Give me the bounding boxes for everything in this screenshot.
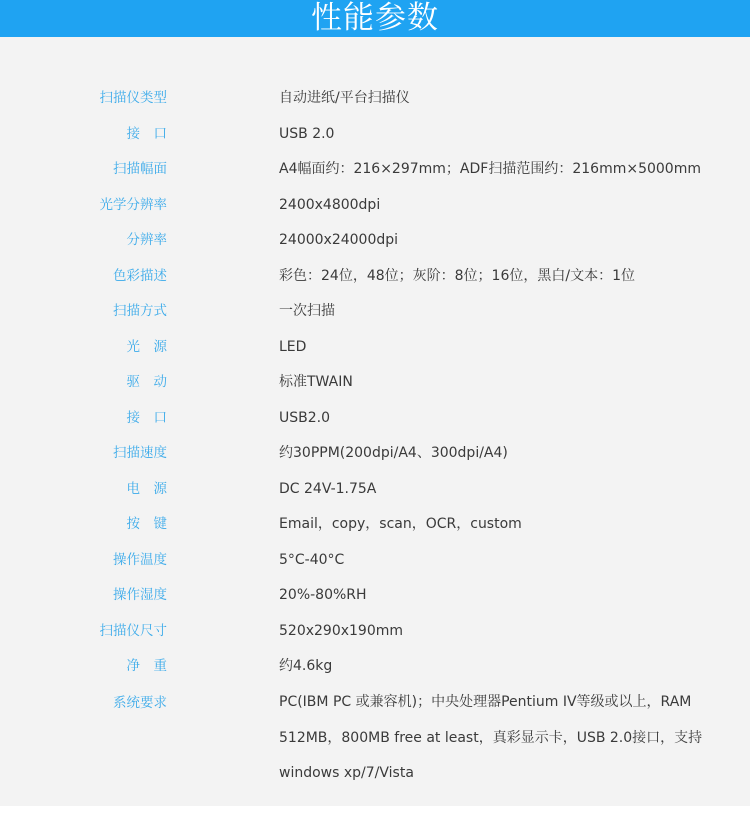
spec-label: 系统要求 [113, 695, 167, 711]
spec-value: 5°C-40°C [279, 551, 345, 568]
spec-row-system-requirements [0, 685, 750, 792]
spec-label: 操作温度 [113, 551, 167, 568]
spec-value: USB2.0 [279, 409, 331, 426]
spec-value: 约4.6kg [279, 658, 333, 674]
header-bar [0, 0, 750, 37]
spec-row-optical-resolution [0, 187, 750, 223]
spec-label: 接 口 [126, 409, 167, 426]
spec-label: 电 源 [126, 480, 167, 497]
spec-value: 标准TWAIN [279, 374, 353, 390]
spec-row-power [0, 471, 750, 507]
spec-value: LED [279, 338, 307, 355]
spec-label: 光学分辨率 [99, 196, 167, 213]
spec-row-scan-speed [0, 435, 750, 471]
spec-label: 驱 动 [126, 374, 167, 390]
spec-row-operating-humidity [0, 577, 750, 613]
spec-value: 2400x4800dpi [279, 196, 381, 213]
spec-label: 色彩描述 [113, 267, 167, 284]
spec-value: 自动进纸/平台扫描仪 [279, 90, 410, 106]
spec-row-interface-2 [0, 400, 750, 436]
spec-row-scan-size [0, 151, 750, 187]
system-requirement-line: PC(IBM PC 或兼容机)；中央处理器Pentium IV等级或以上，RAM [279, 694, 692, 710]
spec-label: 扫描方式 [113, 303, 167, 319]
spec-label: 分辨率 [126, 232, 167, 248]
spec-row-resolution [0, 222, 750, 258]
spec-value: 24000x24000dpi [279, 232, 399, 248]
spec-row-light-source [0, 329, 750, 365]
spec-value: 约30PPM(200dpi/A4、300dpi/A4) [279, 445, 508, 461]
footer-gap [0, 806, 750, 814]
spec-row-scan-method [0, 293, 750, 329]
spec-row-color-depth [0, 258, 750, 294]
spec-value: USB 2.0 [279, 125, 335, 142]
spec-row-scanner-type [0, 80, 750, 116]
system-requirement-line: windows xp/7/Vista [279, 765, 414, 781]
spec-row-buttons [0, 506, 750, 542]
spec-label: 扫描幅面 [113, 161, 167, 177]
spec-value: A4幅面约：216×297mm；ADF扫描范围约：216mm×5000mm [279, 161, 701, 177]
spec-value: Email，copy，scan，OCR，custom [279, 516, 522, 532]
spec-label: 扫描仪尺寸 [99, 622, 167, 639]
page-title: 性能参数 [311, 0, 439, 36]
spec-label: 净 重 [126, 658, 167, 674]
spec-label: 操作湿度 [113, 587, 167, 603]
system-requirement-line: 512MB，800MB free at least，真彩显示卡，USB 2.0接口，支持 [279, 729, 703, 746]
spec-label: 按 键 [126, 516, 167, 532]
spec-row-net-weight [0, 648, 750, 684]
spec-value: 一次扫描 [279, 303, 335, 319]
spec-label: 接 口 [126, 125, 167, 142]
spec-label: 光 源 [126, 338, 167, 355]
spec-value: DC 24V-1.75A [279, 480, 377, 497]
spec-value: 20%-80%RH [279, 587, 367, 603]
spec-label: 扫描仪类型 [99, 90, 167, 106]
spec-value: 520x290x190mm [279, 622, 404, 639]
spec-row-operating-temperature [0, 542, 750, 578]
spec-value: 彩色：24位，48位；灰阶：8位；16位，黑白/文本：1位 [279, 267, 635, 284]
spec-label: 扫描速度 [113, 445, 167, 461]
spec-row-dimensions [0, 613, 750, 649]
spec-row-driver [0, 364, 750, 400]
spec-value-multiline [279, 685, 709, 792]
spec-row-interface [0, 116, 750, 152]
